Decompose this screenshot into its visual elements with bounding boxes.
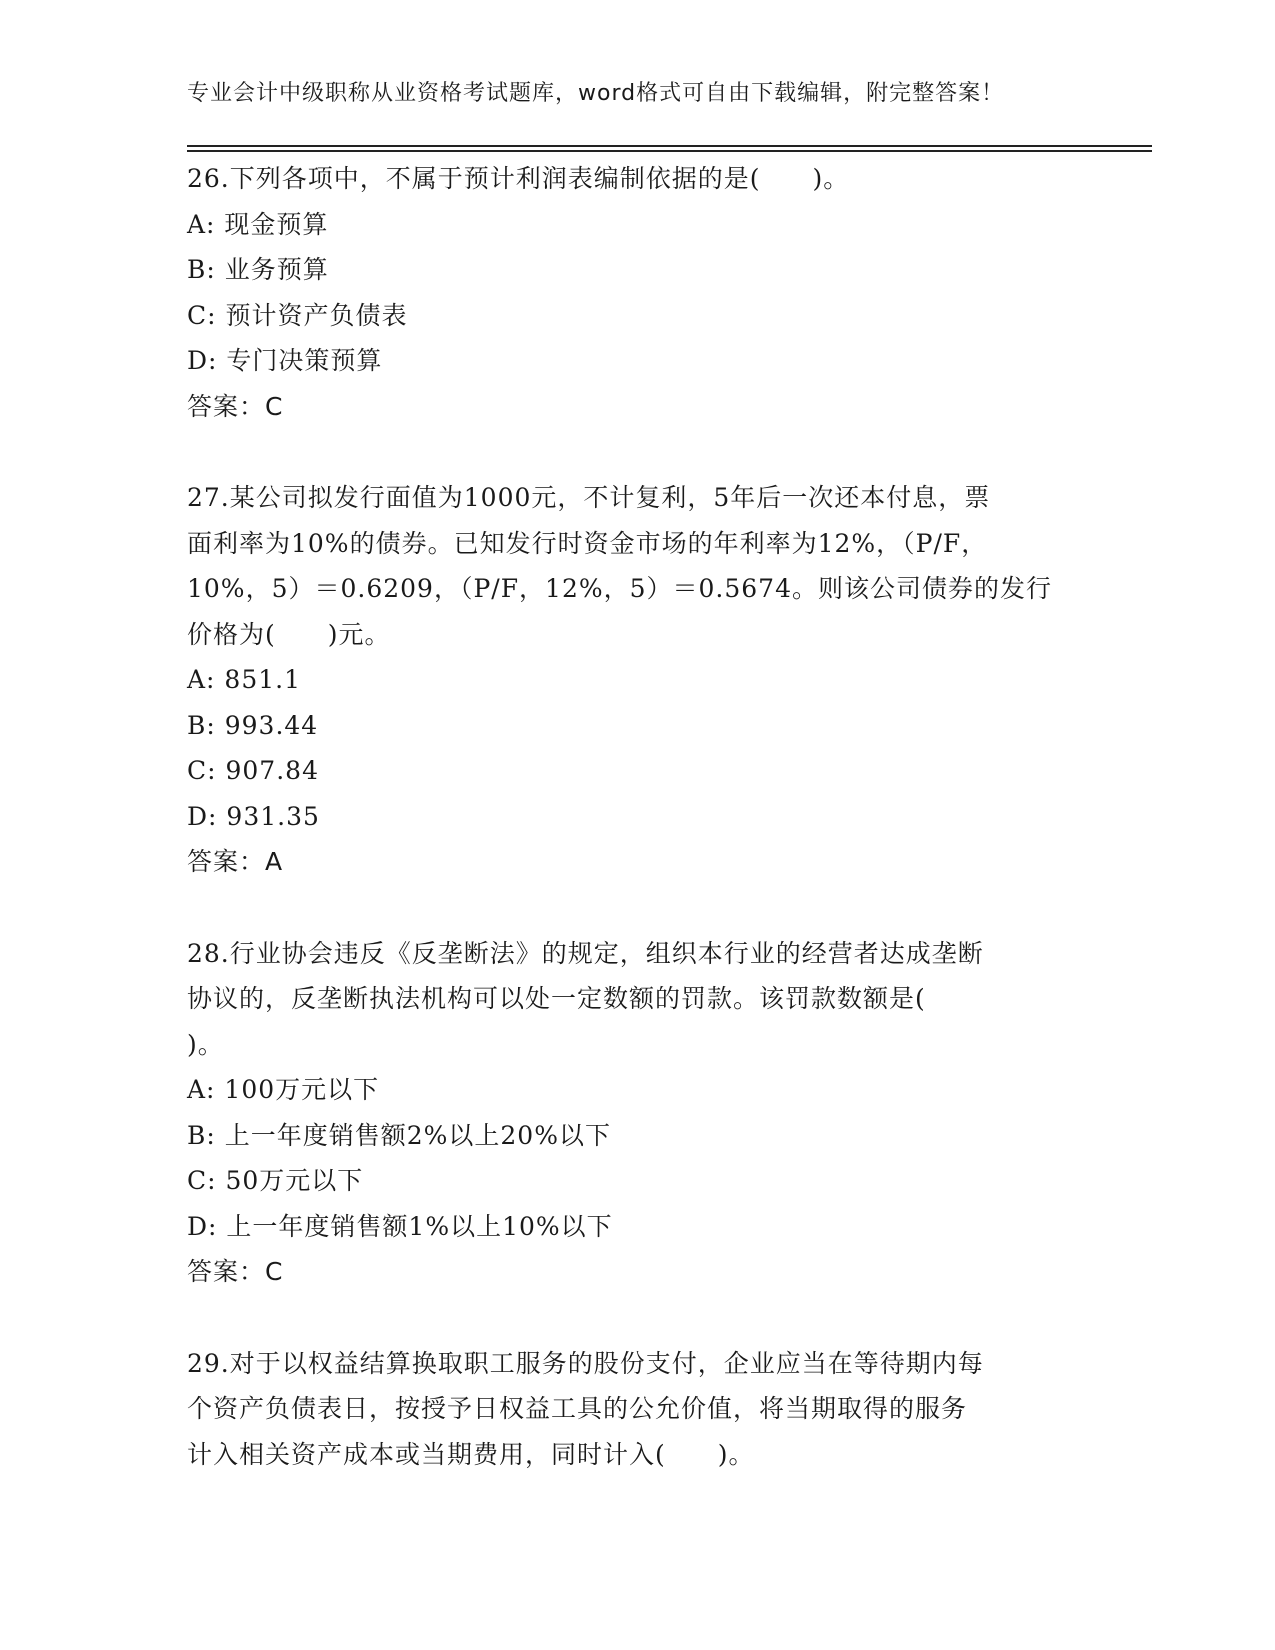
question-spacer [187, 429, 1087, 475]
option-c: C: 907.84 [187, 756, 319, 785]
answer-line: 答案：C [187, 1257, 284, 1286]
option-a: A: 851.1 [187, 665, 301, 694]
question-27 [187, 475, 1087, 885]
option-a: A: 现金预算 [187, 209, 329, 239]
header-rule-bottom [187, 150, 1152, 152]
question-28 [187, 931, 1087, 1295]
question-stem: 28.行业协会违反《反垄断法》的规定，组织本行业的经营者达成垄断 协议的，反垄断执法机构可以处一定数额的罚款。该罚款数额是( )。 [187, 938, 984, 1059]
option-d: D: 上一年度销售额1%以上10%以下 [187, 1211, 613, 1241]
answer-line: 答案：C [187, 391, 284, 421]
question-list [187, 156, 1087, 1477]
answer-line: 答案：A [187, 847, 284, 876]
option-c: C: 50万元以下 [187, 1166, 364, 1195]
question-spacer [187, 885, 1087, 931]
header-rule-top [187, 145, 1152, 147]
question-stem: 26.下列各项中，不属于预计利润表编制依据的是( )。 [187, 164, 850, 193]
option-b: B: 上一年度销售额2%以上20%以下 [187, 1120, 611, 1150]
option-c: C: 预计资产负债表 [187, 300, 408, 330]
question-29 [187, 1341, 1087, 1478]
question-stem: 27.某公司拟发行面值为1000元，不计复利，5年后一次还本付息，票 面利率为10%的债券。已知发行时资金市场的年利率为12%，（P/F， 10%，5）＝0.6209，（P/F，12%，5）＝0.5674。则该公司债券的发行 价格为( )元。 [187, 483, 1052, 649]
question-26 [187, 156, 1087, 429]
page-header: 专业会计中级职称从业资格考试题库，word格式可自由下载编辑，附完整答案！ [187, 81, 1005, 106]
option-a: A: 100万元以下 [187, 1075, 380, 1104]
option-b: B: 993.44 [187, 710, 319, 740]
option-b: B: 业务预算 [187, 255, 329, 284]
option-d: D: 专门决策预算 [187, 346, 383, 375]
question-spacer [187, 1295, 1087, 1341]
question-stem: 29.对于以权益结算换取职工服务的股份支付，企业应当在等待期内每 个资产负债表日，按授予日权益工具的公允价值，将当期取得的服务 计入相关资产成本或当期费用，同时计入( )。 [187, 1348, 984, 1469]
option-d: D: 931.35 [187, 801, 320, 831]
